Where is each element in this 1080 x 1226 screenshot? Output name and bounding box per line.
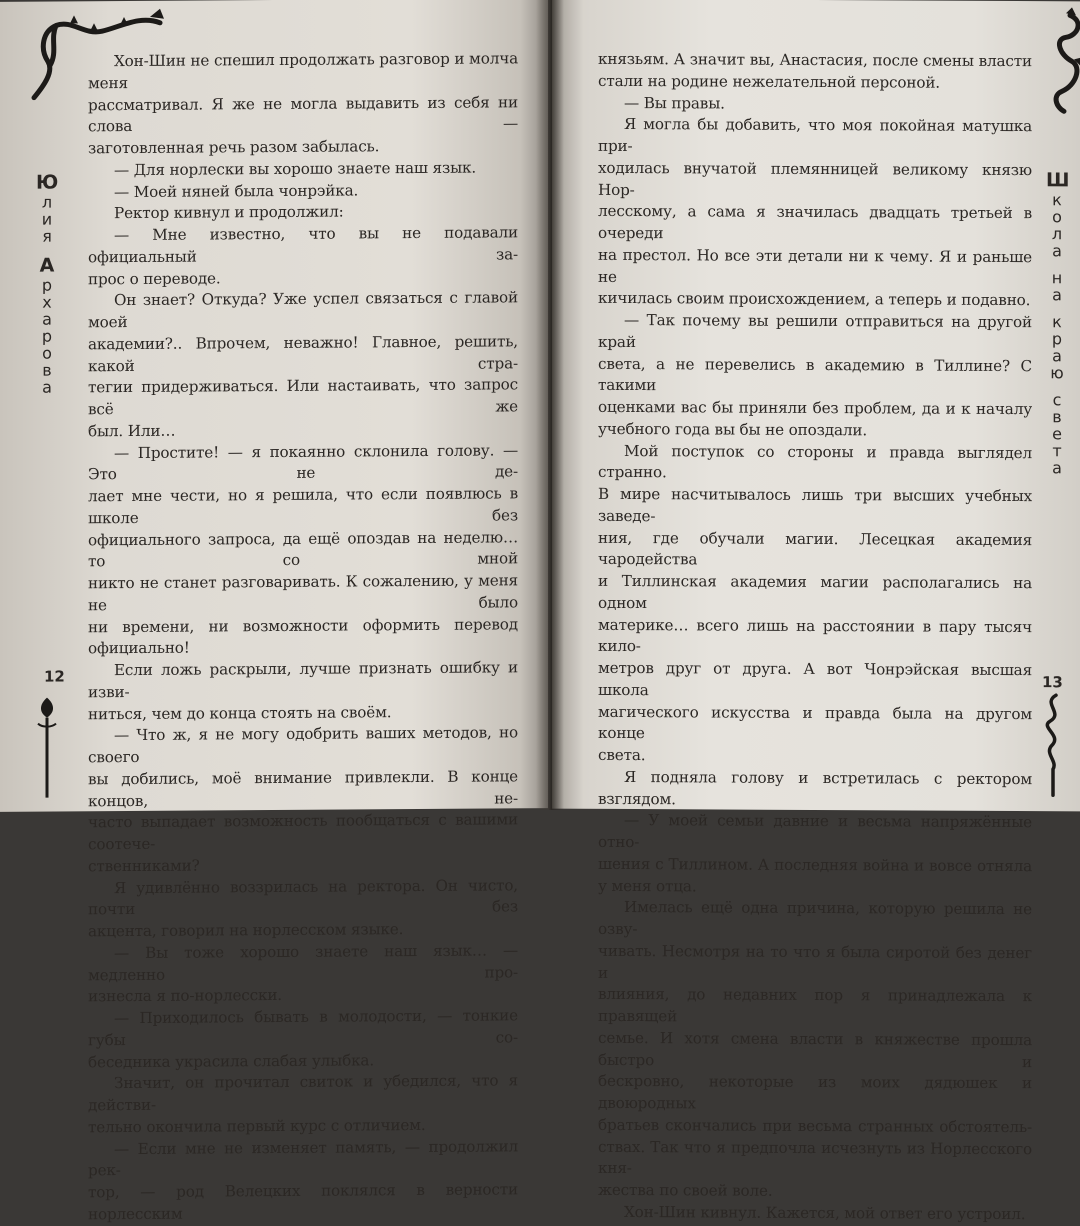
paragraph bbox=[598, 897, 1032, 1204]
text-line: Имелась ещё одна причина, которую решила не озву- bbox=[598, 898, 1032, 939]
paragraph bbox=[598, 49, 1032, 95]
text-line: лесскому, а сама я значилась двадцать третьей в очереди bbox=[598, 202, 1032, 243]
text-line: князьям. А значит вы, Анастасия, после смены власти bbox=[598, 49, 1032, 71]
left-page-text bbox=[88, 48, 518, 1226]
text-line: часто выпадает возможность пообщаться с вашими соотече- bbox=[88, 810, 518, 854]
text-line: — Моей няней была чонрэйка. bbox=[114, 180, 359, 201]
text-line: Я удивлённо воззрилась на ректора. Он чисто, почти без bbox=[88, 875, 518, 919]
text-line: Хон-Шин не спешил продолжать разговор и молча меня bbox=[88, 49, 518, 93]
text-line: официального запроса, да ещё опоздав на неделю… то со мной bbox=[88, 527, 518, 571]
paragraph bbox=[88, 222, 518, 290]
text-line: Значит, он прочитал свиток и убедился, что я действи- bbox=[88, 1071, 518, 1115]
vertical-title-letter: а bbox=[1052, 346, 1062, 366]
text-line: — Мне известно, что вы не подавали официальный за- bbox=[88, 223, 518, 267]
text-line: стали на родине нежелательной персоной. bbox=[598, 71, 940, 92]
paragraph bbox=[88, 875, 518, 943]
paragraph bbox=[88, 1136, 518, 1226]
dragon-ornament-icon bbox=[1030, 7, 1080, 117]
text-line: — Вы тоже хорошо знаете наш язык… — медленно про- bbox=[88, 941, 518, 984]
vertical-title-letter: л bbox=[1051, 224, 1063, 244]
right-page-text bbox=[598, 49, 1032, 1226]
text-line: тельно окончила первый курс с отличием. bbox=[88, 1115, 426, 1137]
text-line: Ректор кивнул и продолжил: bbox=[114, 202, 344, 223]
text-line: — Для норлески вы хорошо знаете наш язык. bbox=[114, 158, 477, 179]
vertical-title-letter: р bbox=[1051, 329, 1063, 349]
text-line: — Простите! — я покаянно склонила голову. — Это не де- bbox=[88, 440, 518, 484]
text-line: никто не станет разговаривать. К сожалению, у меня не было bbox=[88, 571, 518, 615]
vertical-title-letter: т bbox=[1052, 441, 1062, 461]
text-line: тегии придерживаться. Или настаивать, что запрос всё же bbox=[88, 375, 518, 419]
sword-ornament-icon bbox=[32, 693, 62, 803]
paragraph bbox=[88, 288, 518, 443]
text-line: ходилась внучатой племянницей великому князю Нор- bbox=[598, 158, 1032, 199]
text-line: у меня отца. bbox=[598, 876, 697, 895]
text-line: кичилась своим происхождением, а теперь и подавно. bbox=[598, 289, 1031, 310]
vertical-title-letter bbox=[36, 245, 58, 255]
paragraph bbox=[88, 48, 518, 160]
right-page bbox=[552, 0, 1080, 1223]
vertical-title-letter: в bbox=[42, 360, 52, 380]
vertical-title-letter: о bbox=[42, 343, 52, 363]
paragraph bbox=[88, 940, 518, 1008]
text-line: лает мне чести, но я решила, что если появлюсь в школе без bbox=[88, 484, 518, 528]
vertical-title-letter: а bbox=[42, 377, 52, 397]
vertical-title-letter: а bbox=[42, 309, 52, 329]
text-line: на престол. Но все эти детали ни к чему. Я и раньше не bbox=[598, 245, 1032, 286]
author-vertical-title bbox=[36, 172, 58, 396]
text-line: — Приходилось бывать в молодости, — тонкие губы со- bbox=[88, 1006, 518, 1050]
paragraph bbox=[88, 723, 518, 878]
page-number-right: 13 bbox=[1042, 673, 1063, 692]
text-line: Я подняла голову и встретилась с ректором взглядом. bbox=[598, 767, 1032, 808]
paragraph bbox=[88, 1071, 518, 1139]
paragraph bbox=[598, 440, 1032, 769]
vertical-title-letter: р bbox=[41, 326, 53, 346]
vertical-title-letter: к bbox=[1052, 312, 1062, 332]
text-line: магического искусства и правда была на другом конце bbox=[598, 702, 1032, 743]
text-line: В мире насчитывалось лишь три высших учебных заведе- bbox=[598, 484, 1032, 525]
paragraph bbox=[598, 310, 1032, 443]
text-line: ствах. Так что я предпочла исчезнуть из Норлесского кня- bbox=[598, 1137, 1032, 1178]
vertical-title-letter: я bbox=[42, 226, 52, 246]
vertical-title-letter: и bbox=[41, 209, 53, 229]
text-line: — У моей семьи давние и весьма напряжённые отно- bbox=[598, 811, 1032, 852]
dragon-tail-ornament-icon bbox=[1038, 691, 1068, 801]
paragraph bbox=[598, 92, 1032, 116]
text-line: жества по своей воле. bbox=[598, 1180, 773, 1200]
text-line: — Вы правы. bbox=[624, 93, 725, 113]
vertical-title-letter: с bbox=[1052, 390, 1062, 410]
text-line: оценками вас бы приняли без проблем, да и к началу bbox=[598, 397, 1032, 419]
vertical-title-letter: р bbox=[41, 275, 53, 295]
vertical-title-letter: ю bbox=[1050, 363, 1064, 383]
vertical-title-letter: е bbox=[1052, 424, 1062, 444]
vertical-title-letter: к bbox=[1052, 190, 1062, 210]
vertical-title-letter: х bbox=[42, 292, 52, 312]
text-line: чивать. Несмотря на то что я была сиротой без денег и bbox=[598, 941, 1032, 982]
vertical-title-letter: а bbox=[1052, 458, 1062, 478]
text-line: тор, — род Велецких поклялся в верности норлесским bbox=[88, 1180, 518, 1224]
book-vertical-title bbox=[1046, 169, 1068, 476]
text-line: — Что ж, я не могу одобрить ваших методов, но своего bbox=[88, 723, 518, 767]
text-line: и Тиллинская академия магии располагались на одном bbox=[598, 571, 1032, 612]
text-line: шения с Тиллином. А последняя война и вовсе отняла bbox=[598, 854, 1032, 875]
text-line: ни времени, ни возможности оформить перевод официально! bbox=[88, 614, 518, 658]
vertical-title-letter: н bbox=[1051, 268, 1063, 288]
vertical-title-letter: Ю bbox=[36, 171, 59, 194]
book-gutter bbox=[536, 0, 564, 810]
vertical-title-letter: л bbox=[41, 192, 53, 212]
vertical-title-letter: Ш bbox=[1046, 169, 1070, 192]
paragraph bbox=[88, 157, 518, 182]
text-line: Хон-Шин кивнул. Кажется, мой ответ его устроил. bbox=[624, 1202, 1026, 1223]
text-line: влияния, до недавних пор я принадлежала к правящей bbox=[598, 985, 1032, 1026]
text-line: был. Или… bbox=[88, 421, 176, 441]
paragraph bbox=[598, 114, 1032, 312]
text-line: Я могла бы добавить, что моя покойная матушка при- bbox=[598, 115, 1032, 156]
text-line: Он знает? Откуда? Уже успел связаться с главой моей bbox=[88, 288, 518, 332]
paragraph bbox=[88, 179, 518, 204]
text-line: ния, где обучали магии. Лесецкая академия чародейства bbox=[598, 528, 1032, 569]
text-line: ственниками? bbox=[88, 856, 200, 876]
text-line: ниться, чем до конца стоять на своём. bbox=[88, 702, 392, 723]
paragraph bbox=[598, 767, 1032, 813]
text-line: акцента, говорил на норлесском языке. bbox=[88, 920, 404, 941]
text-line: беседника украсила слабая улыбка. bbox=[88, 1050, 375, 1071]
text-line: рассматривал. Я же не могла выдавить из себя ни слова — bbox=[88, 92, 518, 136]
text-line: бескровно, некоторые из моих дядюшек и двоюродных bbox=[598, 1072, 1032, 1113]
text-line: Мой поступок со стороны и правда выглядел странно. bbox=[598, 441, 1032, 482]
text-line: материке… всего лишь на расстоянии в пару тысяч кило- bbox=[598, 615, 1032, 656]
paragraph bbox=[88, 1005, 518, 1073]
text-line: света. bbox=[598, 745, 646, 765]
paragraph bbox=[88, 201, 518, 226]
text-line: братьев скончались при весьма странных обстоятель- bbox=[598, 1115, 1032, 1136]
text-line: света, а не перевелись в академию в Тиллине? С такими bbox=[598, 354, 1032, 395]
vertical-title-letter: а bbox=[1052, 285, 1062, 305]
vertical-title-letter: о bbox=[1052, 207, 1062, 227]
page-number-left: 12 bbox=[44, 667, 65, 686]
text-line: семье. И хотя смена власти в княжестве прошла быстро и bbox=[598, 1028, 1032, 1071]
vertical-title-letter: в bbox=[1052, 407, 1062, 427]
paragraph bbox=[88, 440, 518, 661]
text-line: метров друг от друга. А вот Чонрэйская высшая школа bbox=[598, 658, 1032, 699]
text-line: изнесла я по-норлесски. bbox=[88, 986, 282, 1006]
text-line: заготовленная речь разом забылась. bbox=[88, 137, 380, 158]
text-line: прос о переводе. bbox=[88, 268, 221, 288]
text-line: — Так почему вы решили отправиться на другой край bbox=[598, 310, 1032, 351]
vertical-title-letter: А bbox=[39, 254, 55, 277]
paragraph bbox=[598, 810, 1032, 899]
paragraph bbox=[598, 1202, 1032, 1226]
text-line: учебного года вы бы не опоздали. bbox=[598, 419, 867, 440]
paragraph bbox=[88, 657, 518, 725]
text-line: академии?.. Впрочем, неважно! Главное, решить, какой стра- bbox=[88, 332, 518, 375]
vertical-title-letter: а bbox=[1052, 241, 1062, 261]
text-line: вы добились, моё внимание привлекли. В конце концов, не- bbox=[88, 767, 518, 810]
text-line: Если ложь раскрыли, лучше признать ошибку и изви- bbox=[88, 658, 518, 702]
text-line: — Если мне не изменяет память, — продолжил рек- bbox=[88, 1136, 518, 1180]
